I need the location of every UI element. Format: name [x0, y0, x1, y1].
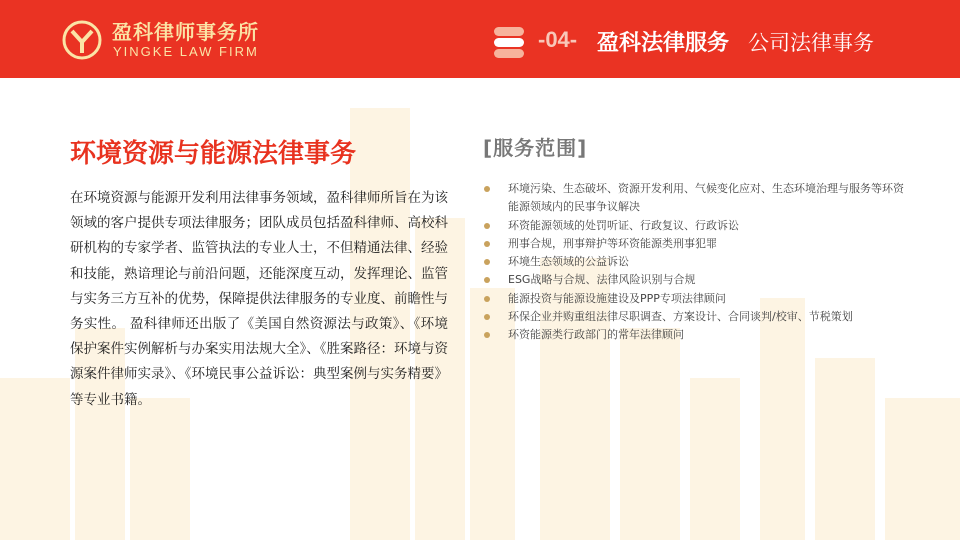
- service-item: [484, 271, 904, 289]
- service-item: [484, 290, 904, 308]
- section-title: 盈科法律服务: [597, 31, 730, 56]
- bullet-dot-icon: [484, 223, 490, 229]
- logo-english-name: YINGKE LAW FIRM: [113, 44, 259, 59]
- service-item: [484, 326, 904, 344]
- service-item-label: ESG战略与合规、法律风险识别与合规: [508, 273, 696, 287]
- bullet-dot-icon: [484, 332, 490, 338]
- bullet-dot-icon: [484, 277, 490, 283]
- page-title: 环境资源与能源法律事务: [70, 139, 357, 169]
- section-number: -04-: [538, 27, 578, 52]
- bullet-dot-icon: [484, 296, 490, 302]
- bullet-dot-icon: [484, 314, 490, 320]
- service-item: [484, 217, 904, 235]
- service-item-label: 刑事合规，刑事辩护等环资能源类刑事犯罪: [508, 236, 717, 250]
- service-item: [484, 253, 904, 271]
- services-list: [484, 180, 904, 345]
- bullet-dot-icon: [484, 259, 490, 265]
- header-bar: [0, 0, 960, 78]
- logo-chinese-name: 盈科律师事务所: [112, 20, 259, 44]
- section-stack-icon: [493, 25, 527, 59]
- service-item-label: 环境生态领域的公益诉讼: [508, 255, 629, 269]
- service-item-label: 环资能源领域的处罚听证、行政复议、行政诉讼: [508, 218, 739, 232]
- yingke-logo-icon: [62, 20, 102, 60]
- service-item-label: 环境污染、生态破坏、资源开发利用、气候变化应对、生态环境治理与服务等环资能源领域内的民事争议解决: [508, 182, 904, 214]
- service-item: [484, 308, 904, 326]
- service-item: [484, 180, 904, 217]
- service-item: [484, 235, 904, 253]
- services-header: [服务范围]: [483, 136, 588, 160]
- bullet-dot-icon: [484, 186, 490, 192]
- bullet-dot-icon: [484, 241, 490, 247]
- section-subtitle: 公司法律事务: [748, 31, 874, 55]
- service-item-label: 环保企业并购重组法律尽职调查、方案设计、合同谈判/校审、节税策划: [508, 310, 853, 324]
- service-item-label: 能源投资与能源设施建设及PPP专项法律顾问: [508, 291, 726, 305]
- service-item-label: 环资能源类行政部门的常年法律顾问: [508, 328, 684, 342]
- intro-paragraph: 在环境资源与能源开发利用法律事务领域，盈科律师所旨在为该领域的客户提供专项法律服务；团队成员包括盈科律师、高校科研机构的专家学者、监管执法的专业人士，不但精通法律、经验和技能，熟谙理论与前沿问题，还能深度互动，发挥理论、监管与实务三方互补的优势，保障提供法律服务的专业度、前瞻性与务实性。 盈科律师还出版了《美国自然资源法与政策》、《环境保护案件实例解析与办案实用法规大全》、《胜案路径：环境与资源案件律师实录》、《环境民事公益诉讼：典型案例与实务精要》等专业书籍。: [70, 190, 448, 408]
